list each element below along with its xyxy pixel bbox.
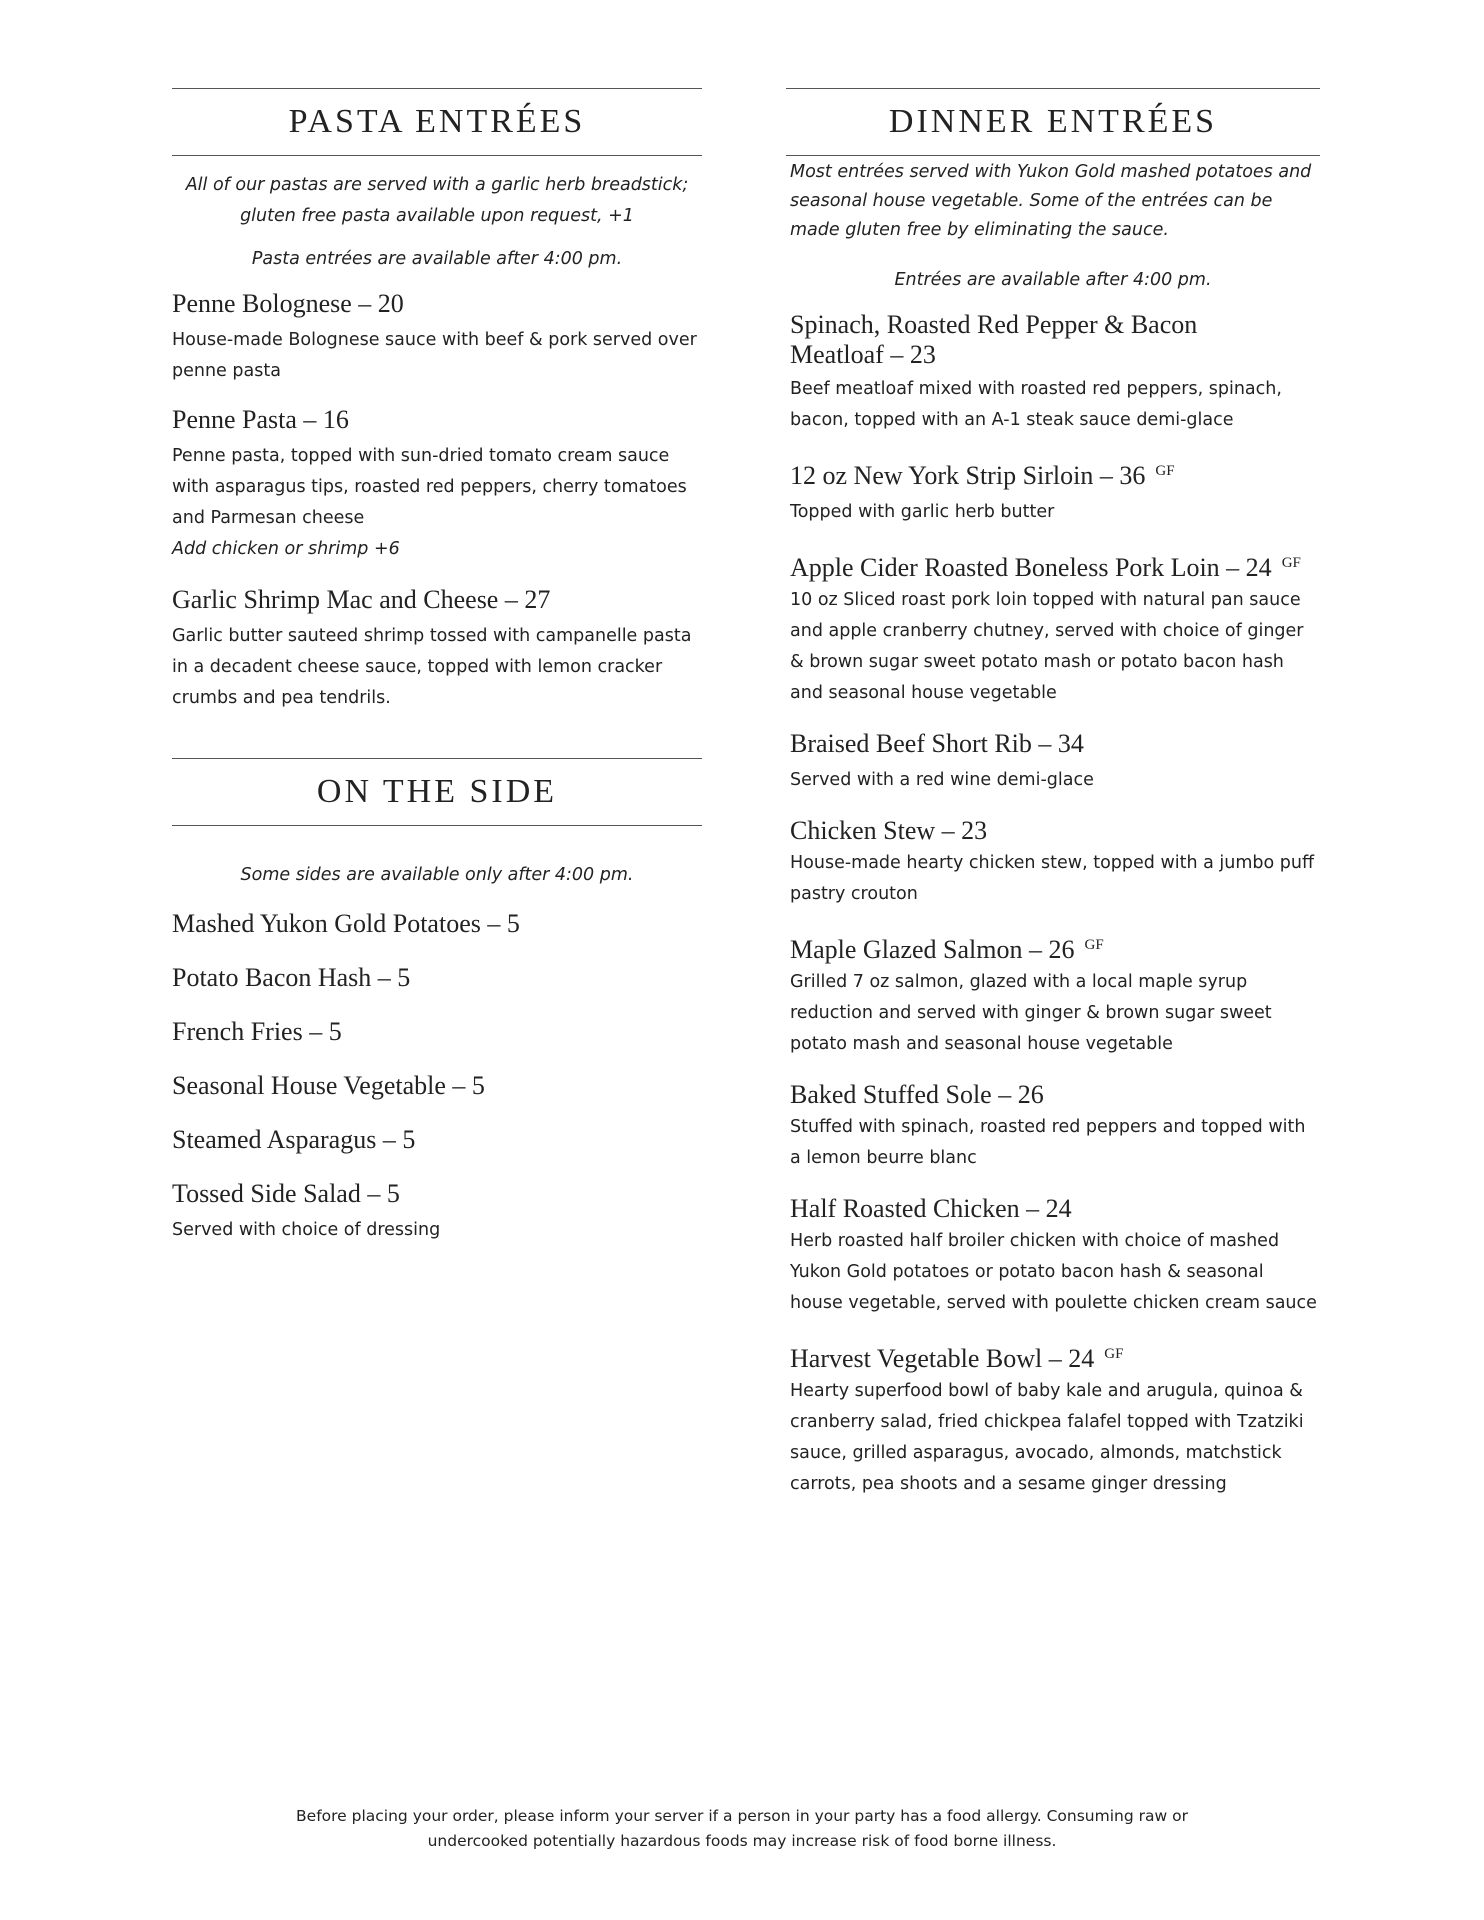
- item-description: Hearty superfood bowl of baby kale and arugula, quinoa & cranberry salad, fried chickpea falafel topped with Tzatziki sauce, grilled asparagus, avocado, almonds, matchstick carrots, pea shoots and a sesame ginger dressing: [790, 1381, 1304, 1494]
- dinner-availability: Entrées are available after 4:00 pm.: [894, 270, 1212, 290]
- item-description: Penne pasta, topped with sun-dried tomato cream sauce with asparagus tips, roasted red peppers, cherry tomatoes and Parmesan cheese: [172, 446, 687, 528]
- item-name: Chicken Stew – 23: [790, 816, 988, 845]
- disclaimer-line: Before placing your order, please inform your server if a person in your party has a food allergy. Consuming raw or: [296, 1807, 1188, 1825]
- sides-section: [172, 758, 702, 1246]
- pasta-bottom-rule: [172, 155, 702, 156]
- menu-item: [786, 548, 1320, 709]
- side-item-name: Steamed Asparagus – 5: [172, 1125, 416, 1154]
- item-description: Topped with garlic herb butter: [790, 502, 1055, 522]
- dinner-bottom-rule: [786, 155, 1320, 156]
- dinner-title: DINNER ENTRÉES: [888, 103, 1218, 140]
- menu-item: [786, 930, 1320, 1060]
- item-addon: Add chicken or shrimp +6: [172, 539, 400, 559]
- item-name: Penne Bolognese – 20: [172, 289, 404, 318]
- side-item-description: Served with choice of dressing: [172, 1220, 441, 1240]
- item-name: 12 oz New York Strip Sirloin – 36: [790, 461, 1146, 490]
- item-description: House-made Bolognese sauce with beef & pork served over penne pasta: [172, 330, 697, 381]
- item-name: Apple Cider Roasted Boneless Pork Loin – 24: [790, 553, 1272, 582]
- allergy-disclaimer: [250, 1804, 1234, 1854]
- side-item-name: Mashed Yukon Gold Potatoes – 5: [172, 909, 520, 938]
- menu-item: [786, 1339, 1320, 1500]
- pasta-section: [172, 88, 702, 714]
- item-description: Stuffed with spinach, roasted red peppers and topped with a lemon beurre blanc: [790, 1117, 1306, 1168]
- gluten-free-badge: GF: [1155, 463, 1175, 479]
- left-column: [172, 88, 702, 1246]
- item-name-row: [790, 1339, 1320, 1374]
- menu-item: [786, 1080, 1320, 1174]
- menu-item: [172, 585, 702, 714]
- item-name: Maple Glazed Salmon – 26: [790, 935, 1075, 964]
- item-description: Garlic butter sauteed shrimp tossed with campanelle pasta in a decadent cheese sauce, topped with lemon cracker crumbs and pea tendrils.: [172, 626, 692, 708]
- gluten-free-badge: GF: [1084, 937, 1104, 953]
- item-name-row: [790, 456, 1320, 491]
- side-item-name: Tossed Side Salad – 5: [172, 1179, 400, 1208]
- menu-item: [786, 729, 1320, 796]
- sides-title: ON THE SIDE: [316, 773, 558, 810]
- item-description: Beef meatloaf mixed with roasted red peppers, spinach, bacon, topped with an A-1 steak sauce demi-glace: [790, 379, 1282, 430]
- pasta-title: PASTA ENTRÉES: [288, 103, 586, 140]
- menu-item: [786, 816, 1320, 910]
- item-name: Penne Pasta – 16: [172, 405, 349, 434]
- disclaimer-line: undercooked potentially hazardous foods may increase risk of food borne illness.: [427, 1832, 1057, 1850]
- sides-availability: Some sides are available only after 4:00 pm.: [240, 865, 634, 885]
- side-item-name: Seasonal House Vegetable – 5: [172, 1071, 485, 1100]
- item-name-row: [790, 930, 1320, 965]
- side-item-name: French Fries – 5: [172, 1017, 342, 1046]
- item-name: Braised Beef Short Rib – 34: [790, 729, 1084, 758]
- item-name: Baked Stuffed Sole – 26: [790, 1080, 1044, 1109]
- gluten-free-badge: GF: [1281, 555, 1301, 571]
- item-name: Spinach, Roasted Red Pepper & Bacon Meatloaf – 23: [790, 310, 1198, 369]
- right-column: [786, 88, 1320, 1500]
- item-description: Herb roasted half broiler chicken with choice of mashed Yukon Gold potatoes or potato bacon hash & seasonal house vegetable, served with poulette chicken cream sauce: [790, 1231, 1317, 1313]
- item-name: Garlic Shrimp Mac and Cheese – 27: [172, 585, 551, 614]
- pasta-availability: Pasta entrées are available after 4:00 pm.: [251, 249, 623, 269]
- item-description: Grilled 7 oz salmon, glazed with a local maple syrup reduction and served with ginger & brown sugar sweet potato mash and seasonal house vegetable: [790, 972, 1272, 1054]
- item-name-row: [790, 548, 1320, 583]
- menu-item: [172, 289, 702, 387]
- pasta-intro: [172, 170, 702, 232]
- menu-item: [172, 405, 702, 565]
- item-name: Harvest Vegetable Bowl – 24: [790, 1344, 1095, 1373]
- pasta-intro-line: gluten free pasta available upon request, +1: [240, 206, 634, 226]
- sides-bottom-rule: [172, 825, 702, 826]
- side-item-name: Potato Bacon Hash – 5: [172, 963, 411, 992]
- item-description: House-made hearty chicken stew, topped with a jumbo puff pastry crouton: [790, 853, 1315, 904]
- menu-item: [786, 1194, 1320, 1319]
- dinner-section: [786, 88, 1320, 1500]
- item-description: 10 oz Sliced roast pork loin topped with natural pan sauce and apple cranberry chutney, served with choice of ginger & brown sugar sweet potato mash or potato bacon hash and seasonal house vegetable: [790, 590, 1304, 703]
- dinner-intro: Most entrées served with Yukon Gold mashed potatoes and seasonal house vegetable. Some of the entrées can be made gluten free by eliminating the sauce.: [790, 162, 1312, 240]
- menu-item: [786, 310, 1320, 436]
- item-description: Served with a red wine demi-glace: [790, 770, 1094, 790]
- gluten-free-badge: GF: [1104, 1346, 1124, 1362]
- pasta-intro-line: All of our pastas are served with a garlic herb breadstick;: [185, 175, 689, 195]
- menu-item: [786, 456, 1320, 528]
- item-name: Half Roasted Chicken – 24: [790, 1194, 1072, 1223]
